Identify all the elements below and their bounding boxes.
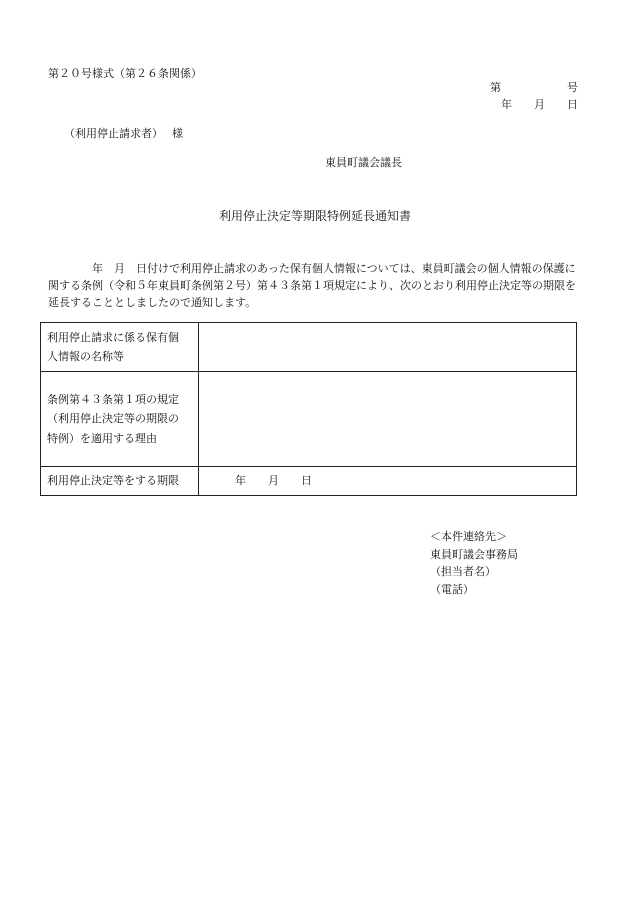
row-value-deadline: 年 月 日 [199,467,577,496]
document-date: 年 月 日 [501,98,578,111]
contact-block [430,528,518,598]
table-row [41,467,577,496]
info-table [40,322,577,496]
row-label-deadline: 利用停止決定等をする期限 [41,467,199,496]
table-row [41,323,577,372]
row-value-reason [199,372,577,467]
body-date-prefix: 年 月 日 [92,262,147,275]
row-label-target-info: 利用停止請求に係る保有個 人情報の名称等 [41,323,199,372]
row-value-target-info [199,323,577,372]
row-label-reason: 条例第４３条第１項の規定 （利用停止決定等の期限の 特例）を適用する理由 [41,372,199,467]
contact-phone: （電話） [430,582,474,596]
contact-heading: ＜本件連絡先＞ [430,530,507,543]
sender: 東員町議会議長 [325,156,402,169]
document-title: 利用停止決定等期限特例延長通知書 [218,209,411,223]
contact-office: 東員町議会事務局 [430,547,518,561]
body-text: 付けで利用停止請求のあった保有個人情報については、東員町議会の個人情報の保護に関する条例（令和５年東員町条例第２号）第４３条第１項規定により、次のとおり利用停止決定等の期限を延長することとしましたので通知します。 [48,262,576,310]
table-row [41,372,577,467]
contact-person: （担当者名） [430,565,496,579]
addressee: （利用停止請求者） 様 [64,127,183,140]
form-number: 第２０号様式（第２６条関係） [48,67,202,80]
body-paragraph [48,260,582,311]
document-number: 第 号 [490,81,578,94]
